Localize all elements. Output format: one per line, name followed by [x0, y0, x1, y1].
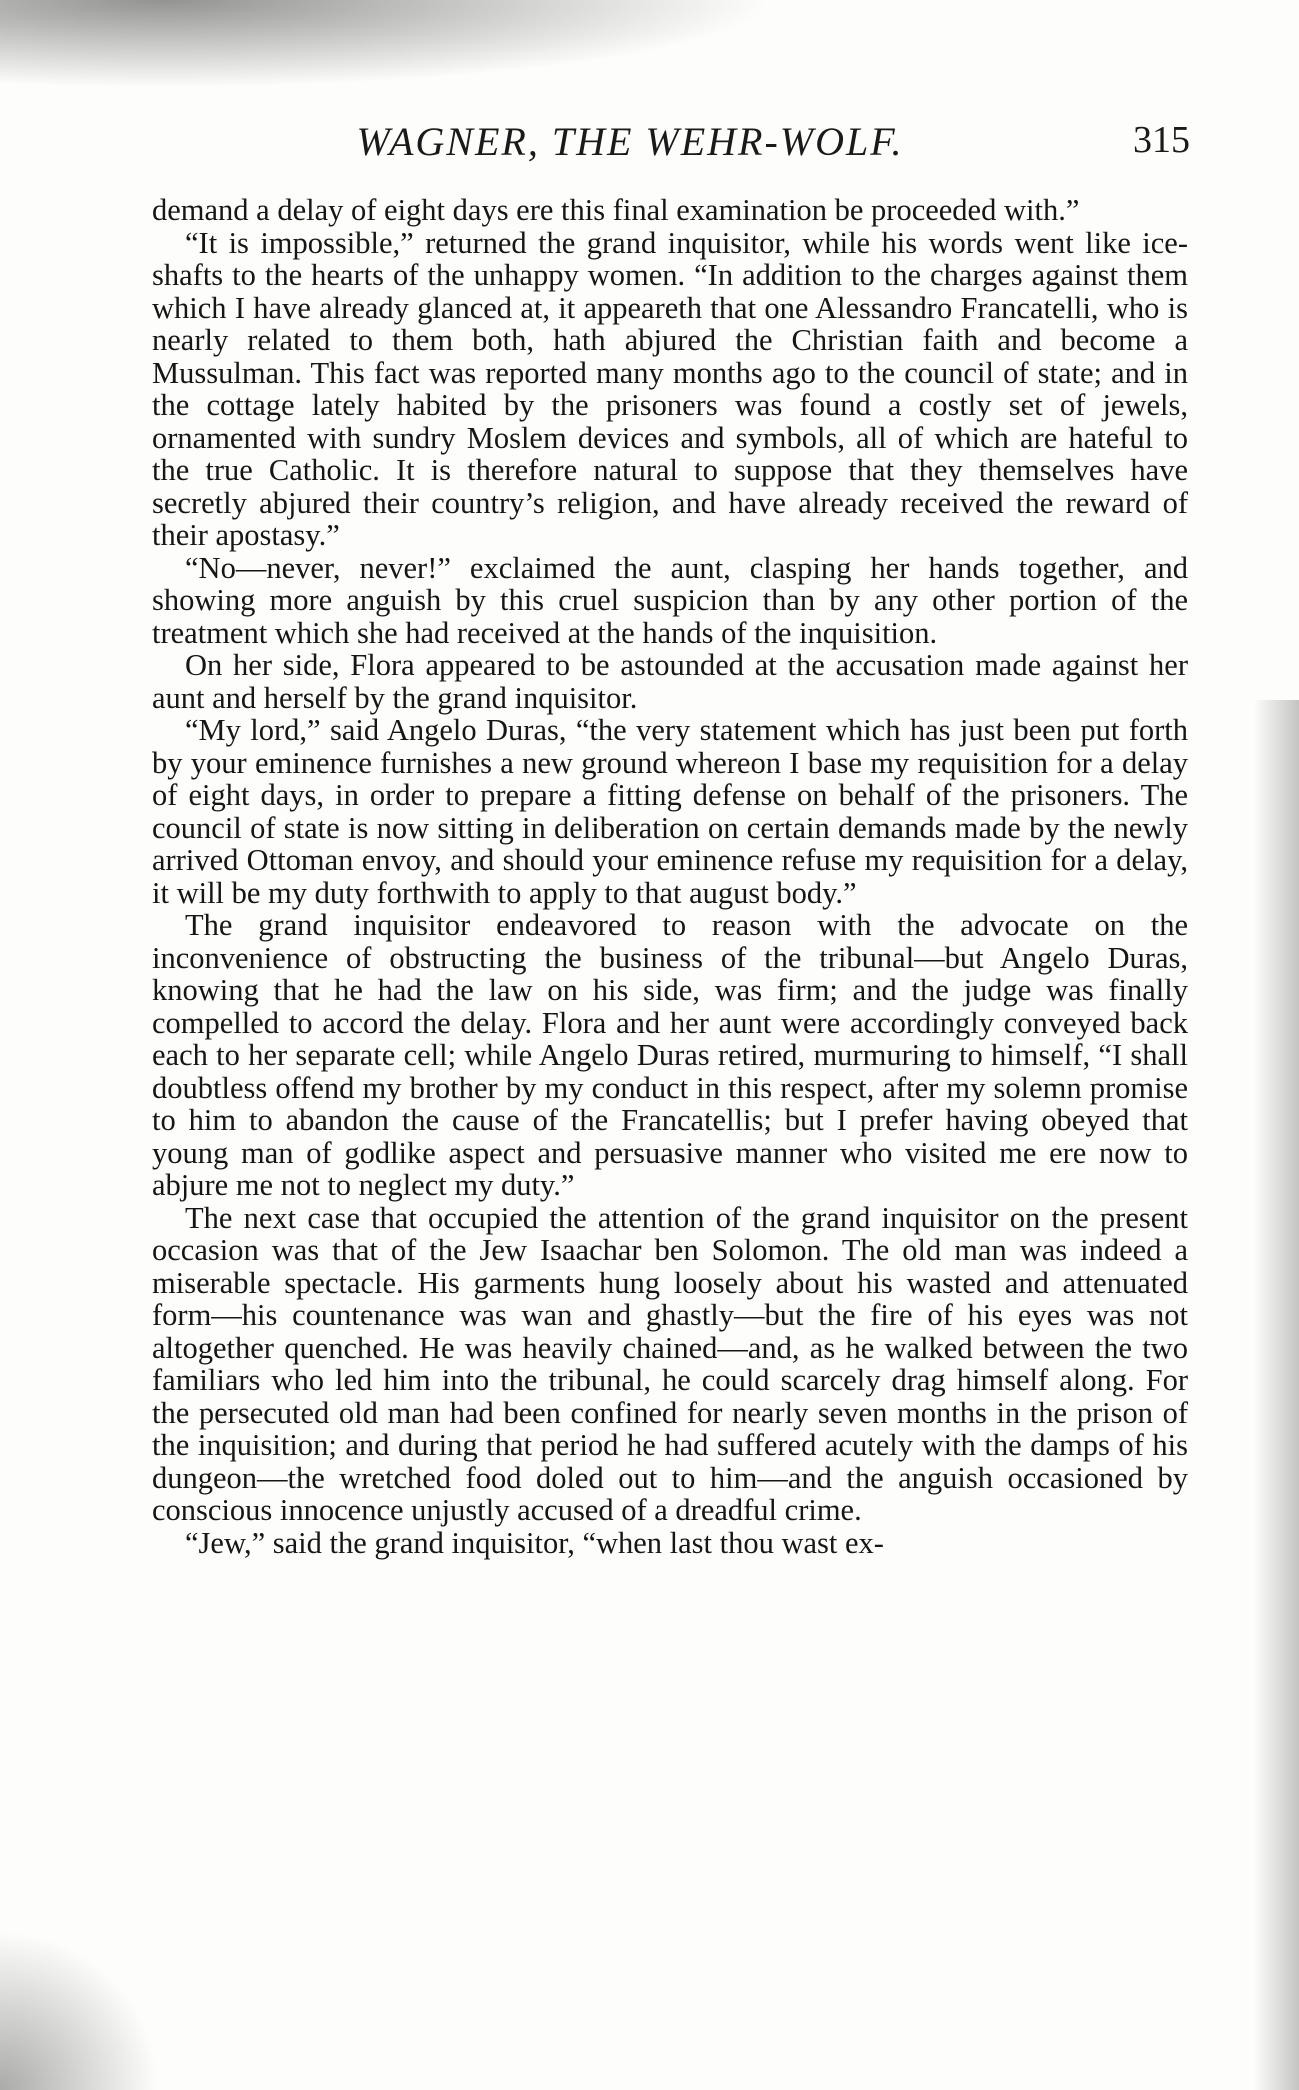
page-number: 315: [1133, 119, 1190, 161]
page-header: [150, 118, 1190, 168]
scan-shadow-right: [1254, 700, 1299, 2090]
body-text: [152, 194, 1188, 1559]
scan-shadow-bottom-left: [0, 1930, 160, 2090]
paragraph: “My lord,” said Angelo Duras, “the very statement which has just been put forth by your eminence furnishes a new ground whereon I base my requisition for a delay of eight days, in order to prepare a fitting defense on behalf of the prisoners. The council of state is now sitting in deliberation on certain demands made by the newly arrived Ottoman envoy, and should your eminence refuse my requisition for a delay, it will be my duty forthwith to apply to that august body.”: [152, 713, 1188, 910]
paragraph: The grand inquisitor endeavored to reason with the advocate on the inconvenience of obstructing the business of the tribunal—but Angelo Duras, knowing that he had the law on his side, was firm; and the judge was finally compelled to accord the delay. Flora and her aunt were accordingly conveyed back each to her separate cell; while Angelo Duras retired, murmuring to himself, “I shall doubtless offend my brother by my conduct in this respect, after my solemn promise to him to abandon the cause of the Francatellis; but I prefer having obeyed that young man of godlike aspect and persuasive manner who visited me ere now to abjure me not to neglect my duty.”: [152, 908, 1188, 1202]
paragraph: On her side, Flora appeared to be astounded at the accusation made against her aunt and herself by the grand inquisitor.: [152, 648, 1188, 715]
paragraph: “Jew,” said the grand inquisitor, “when last thou wast ex-: [185, 1525, 884, 1560]
running-title: WAGNER, THE WEHR-WOLF.: [356, 119, 904, 164]
paragraph: The next case that occupied the attention of the grand inquisitor on the present occasion was that of the Jew Isaachar ben Solomon. The old man was indeed a miserable spectacle. His garments hung loosely about his wasted and attenuated form—his countenance was wan and ghastly—but the fire of his eyes was not altogether quenched. He was heavily chained—and, as he walked between the two familiars who led him into the tribunal, he could scarcely drag himself along. For the persecuted old man had been confined for nearly seven months in the prison of the inquisition; and during that period he had suffered acutely with the damps of his dungeon—the wretched food doled out to him—and the anguish occasioned by conscious innocence unjustly accused of a dreadful crime.: [152, 1200, 1188, 1527]
paragraph: “No—never, never!” exclaimed the aunt, clasping her hands together, and showing more anguish by this cruel suspicion than by any other portion of the treatment which she had received at the hands of the inquisition.: [152, 550, 1188, 650]
paragraph: demand a delay of eight days ere this final examination be proceeded with.”: [152, 193, 1080, 227]
scan-shadow-top: [0, 0, 820, 95]
paragraph: “It is impossible,” returned the grand inquisitor, while his words went like ice-shafts to the hearts of the unhappy women. “In addition to the charges against them which I have already glanced at, it appeareth that one Alessandro Francatelli, who is nearly related to them both, hath abjured the Christian faith and become a Mussulman. This fact was reported many months ago to the council of state; and in the cottage lately habited by the prisoners was found a costly set of jewels, ornamented with sundry Moslem devices and symbols, all of which are hateful to the true Catholic. It is therefore natural to suppose that they themselves have secretly abjured their country’s religion, and have already received the reward of their apostasy.”: [152, 225, 1188, 552]
